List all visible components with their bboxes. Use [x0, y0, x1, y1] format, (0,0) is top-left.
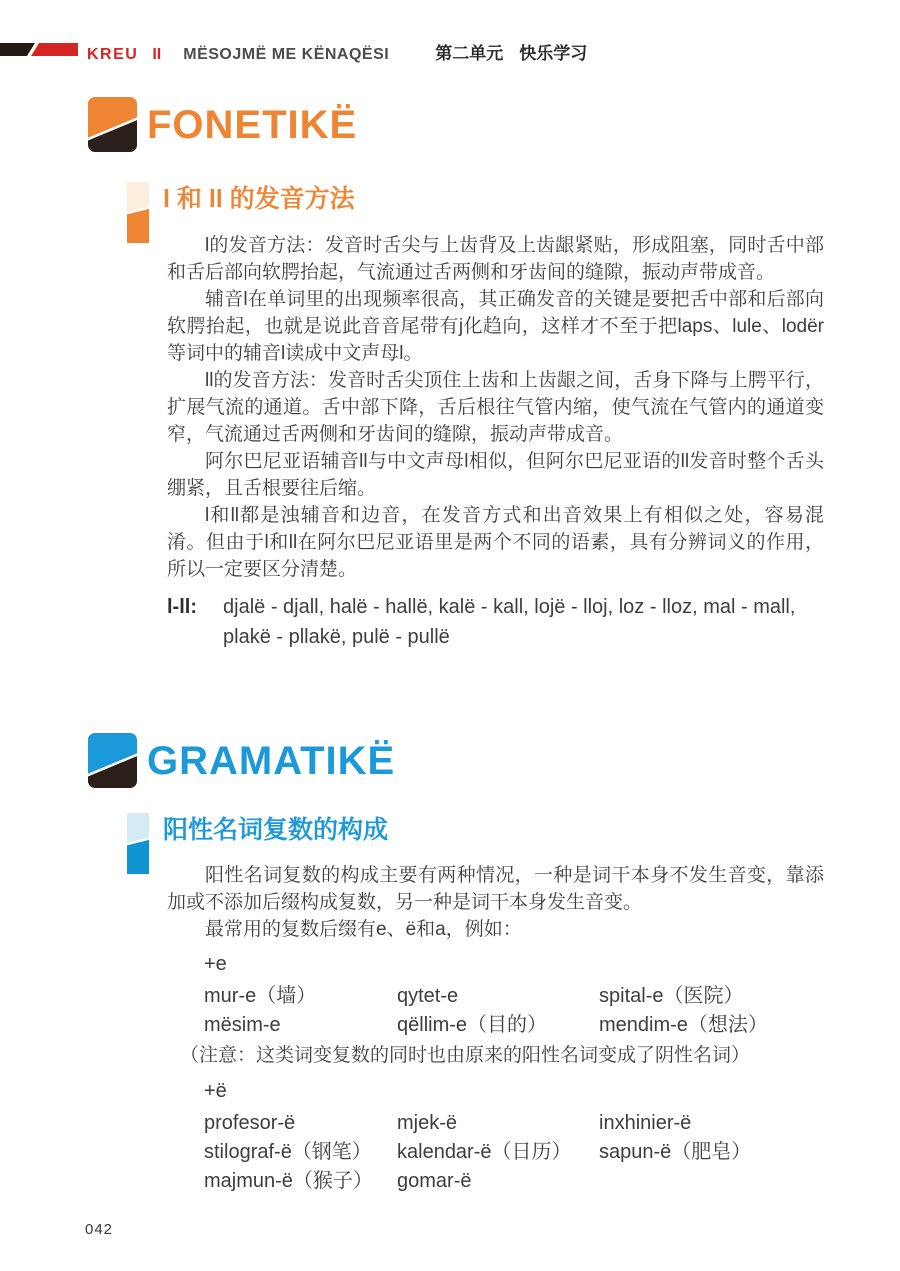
- word-item: mjek-ë: [397, 1112, 458, 1134]
- unit-title-chinese: 快乐学习: [519, 44, 588, 63]
- example-word-list: djalë - djall, halë - hallë, kalë - kall, lojë - lloj, loz - lloz, mal - mall, plakë - pllakë, pulë - pullë: [223, 596, 796, 648]
- fonetike-body: [167, 232, 824, 652]
- suffix-ee-label: +ë: [204, 1080, 227, 1102]
- word-item: profesor-ë: [204, 1112, 296, 1134]
- subsection-title-plural: 阳性名词复数的构成: [163, 816, 389, 844]
- word-item: sapun-ë（肥皂）: [599, 1141, 752, 1163]
- word-row: [204, 982, 824, 1011]
- word-grid-suffix-ee: [204, 1109, 824, 1196]
- running-header: [87, 39, 587, 64]
- page-number: 042: [85, 1221, 114, 1238]
- word-item: qëllim-e（目的）: [397, 1014, 548, 1036]
- word-item: inxhinier-ë: [599, 1112, 692, 1134]
- word-item: qytet-e: [397, 985, 459, 1007]
- chapter-number: II: [152, 46, 162, 63]
- gender-change-note: （注意：这类词变复数的同时也由原来的阳性名词变成了阴性名词）: [180, 1045, 751, 1066]
- book-title-albanian: MËSOJMË ME KËNAQËSI: [183, 46, 390, 63]
- paragraph: l的发音方法：发音时舌尖与上齿背及上齿龈紧贴，形成阻塞，同时舌中部和舌后部向软腭抬起，气流通过舌两侧和牙齿间的缝隙，振动声带成音。: [167, 235, 824, 283]
- word-item: kalendar-ë（日历）: [397, 1141, 572, 1163]
- chapter-label: KREU: [87, 46, 139, 63]
- word-item: [599, 1167, 824, 1196]
- word-item: mur-e（墙）: [204, 985, 317, 1007]
- word-row: [204, 1011, 824, 1040]
- section-fonetike-header: [88, 97, 357, 152]
- suffix-e-label: +e: [204, 953, 227, 975]
- section-title-fonetike: FONETIKË: [147, 102, 358, 147]
- blue-subsection-marker-icon: [127, 813, 149, 874]
- paragraph: ll的发音方法：发音时舌尖顶住上齿和上齿龈之间，舌身下降与上腭平行，扩展气流的通道。舌中部下降，舌后根往气管内缩，使气流在气管内的通道变窄，气流通过舌两侧和牙齿间的缝隙，振动声带成音。: [167, 370, 824, 445]
- word-row: [204, 1167, 824, 1196]
- word-item: stilograf-ë（钢笔）: [204, 1141, 372, 1163]
- word-item: spital-e（医院）: [599, 985, 744, 1007]
- chapter-ribbon-icon: [0, 43, 78, 56]
- section-title-gramatike: GRAMATIKË: [147, 738, 396, 783]
- paragraph: l和ll都是浊辅音和边音，在发音方式和出音效果上有相似之处，容易混淆。但由于l和ll在阿尔巴尼亚语里是两个不同的语素，具有分辨词义的作用，所以一定要区分清楚。: [167, 505, 824, 580]
- gramatike-body: [167, 862, 824, 1196]
- word-item: gomar-ë: [397, 1170, 472, 1192]
- paragraph: 最常用的复数后缀有e、ë和a，例如：: [205, 919, 522, 940]
- word-row: [204, 1109, 824, 1138]
- subsection-title-pronunciation: l 和 ll 的发音方法: [163, 185, 355, 213]
- paragraph: 阳性名词复数的构成主要有两种情况，一种是词干本身不发生音变，靠添加或不添加后缀构成复数，另一种是词干本身发生音变。: [167, 865, 824, 913]
- fonetike-section-icon: [88, 97, 137, 152]
- word-row: [204, 1138, 824, 1167]
- word-item: mësim-e: [204, 1014, 281, 1036]
- paragraph: 阿尔巴尼亚语辅音ll与中文声母l相似，但阿尔巴尼亚语的ll发音时整个舌头绷紧，且舌根要往后缩。: [167, 451, 824, 499]
- word-item: mendim-e（想法）: [599, 1014, 768, 1036]
- section-gramatike-header: [88, 733, 395, 788]
- word-item: majmun-ë（猴子）: [204, 1170, 373, 1192]
- minimal-pairs-example: [167, 592, 824, 652]
- paragraph: 辅音l在单词里的出现频率很高，其正确发音的关键是要把舌中部和后部向软腭抬起，也就是说此音音尾带有j化趋向，这样才不至于把laps、lule、lodër等词中的辅音l读成中文声母l。: [167, 289, 824, 364]
- unit-label-chinese: 第二单元: [435, 44, 504, 63]
- gramatike-section-icon: [88, 733, 137, 788]
- word-grid-suffix-e: [204, 982, 824, 1040]
- example-label: l-ll:: [167, 596, 197, 618]
- orange-subsection-marker-icon: [127, 182, 149, 243]
